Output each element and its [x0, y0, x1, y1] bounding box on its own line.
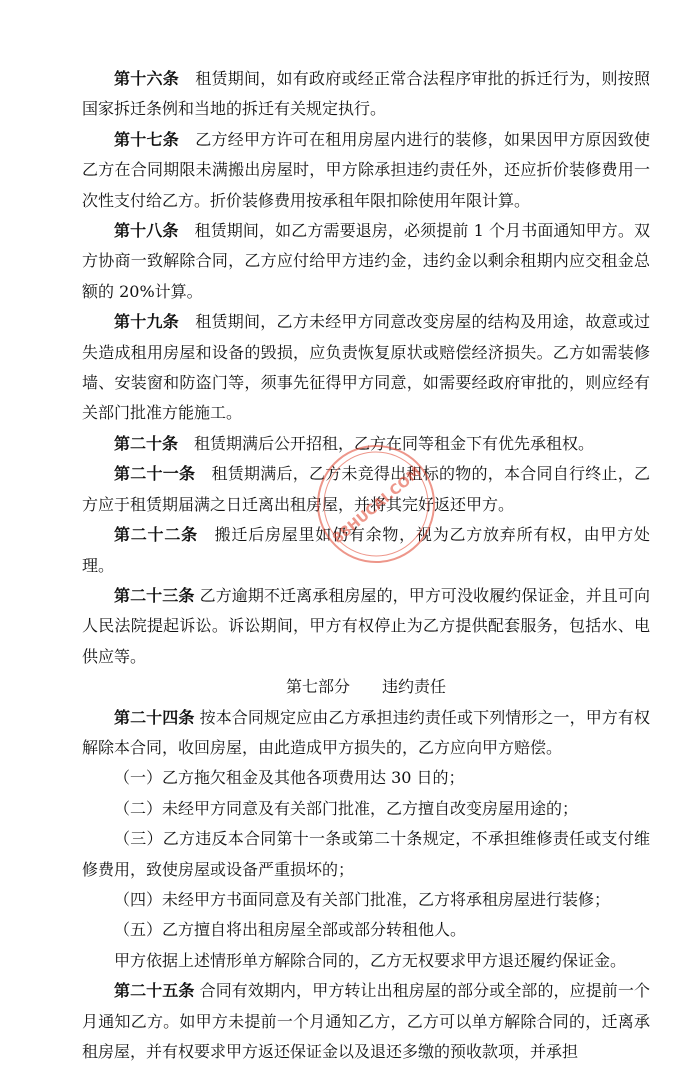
article-text: 租赁期满后，乙方未竞得出租标的物的，本合同自行终止，乙方应于租赁期届满之日迁离出租房屋，并将其完好返还甲方。: [82, 464, 650, 514]
article-text: 租赁期间，如乙方需要退房，必须提前 1 个月书面通知甲方。双方协商一致解除合同，乙方应付给甲方违约金，违约金以剩余租期内应交租金总额的 20%计算。: [82, 221, 650, 301]
list-item: （三）乙方违反本合同第十一条或第二十条规定，不承担维修责任或支付维修费用，致使房屋或设备严重损坏的；: [82, 829, 650, 879]
article-number: 第二十五条: [114, 981, 195, 1001]
article-number: 第二十三条: [114, 585, 195, 605]
article-text: 租赁期间，如有政府或经正常合法程序审批的拆迁行为，则按照国家拆迁条例和当地的拆迁有关规定执行。: [82, 69, 650, 119]
article-text: 租赁期满后公开招租，乙方在同等租金下有优先承租权。: [194, 433, 595, 453]
article-number: 第二十四条: [114, 707, 195, 727]
watermark-text: 88HUCAI.COM: [329, 463, 425, 548]
closing-line: 甲方依据上述情形单方解除合同的，乙方无权要求甲方退还履约保证金。: [114, 950, 627, 970]
list-item: （四）未经甲方书面同意及有关部门批准，乙方将承租房屋进行装修；: [114, 889, 611, 909]
article-21: [82, 459, 650, 520]
article-19: [82, 307, 650, 429]
section-part: 第七部分: [285, 677, 350, 697]
article-number: 第十七条: [114, 129, 179, 149]
article-24: [82, 703, 650, 764]
article-number: 第二十条: [114, 433, 179, 453]
article-18: [82, 216, 650, 307]
list-item: （五）乙方擅自将出租房屋全部或部分转租他人。: [114, 920, 467, 940]
article-number: 第二十二条: [114, 525, 198, 545]
article-text: 租赁期间，乙方未经甲方同意改变房屋的结构及用途，故意或过失造成租用房屋和设备的毁损，应负责恢复原状或赔偿经济损失。乙方如需装修墙、安装窗和防盗门等，须事先征得甲方同意，如需要经政府审批的，则应经有关部门批准方能施工。: [82, 312, 650, 423]
article-number: 第二十一条: [114, 464, 196, 484]
article-23: [82, 581, 650, 672]
article-22: [82, 520, 650, 581]
article-text: 搬迁后房屋里如仍有余物，视为乙方放弃所有权，由甲方处理。: [82, 525, 650, 575]
section-heading: [82, 672, 650, 702]
article-17: [82, 125, 650, 216]
article-number: 第十八条: [114, 221, 179, 241]
article-text: 乙方逾期不迁离承租房屋的，甲方可没收履约保证金，并且可向人民法院提起诉讼。诉讼期间，甲方有权停止为乙方提供配套服务，包括水、电供应等。: [82, 585, 650, 666]
article-20: [82, 429, 650, 459]
list-item: （一）乙方拖欠租金及其他各项费用达 30 日的；: [114, 768, 465, 788]
list-item: （二）未经甲方同意及有关部门批准，乙方擅自改变房屋用途的；: [114, 798, 579, 818]
article-16: [82, 64, 650, 125]
article-text: 按本合同规定应由乙方承担违约责任或下列情形之一，甲方有权解除本合同，收回房屋，由此造成甲方损失的，乙方应向甲方赔偿。: [82, 707, 650, 757]
section-title: 违约责任: [382, 677, 447, 697]
article-number: 第十九条: [114, 312, 179, 332]
article-text: 合同有效期内，甲方转让出租房屋的部分或全部的，应提前一个月通知乙方。如甲方未提前一个月通知乙方，乙方可以单方解除合同的，迁离承租房屋，并有权要求甲方返还保证金以及退还多缴的预收款项，并承担: [82, 981, 650, 1061]
article-text: 乙方经甲方许可在租用房屋内进行的装修，如果因甲方原因致使乙方在合同期限未满搬出房屋时，甲方除承担违约责任外，还应折价装修费用一次性支付给乙方。折价装修费用按承租年限扣除使用年限计算。: [82, 129, 650, 210]
article-number: 第十六条: [114, 69, 179, 88]
